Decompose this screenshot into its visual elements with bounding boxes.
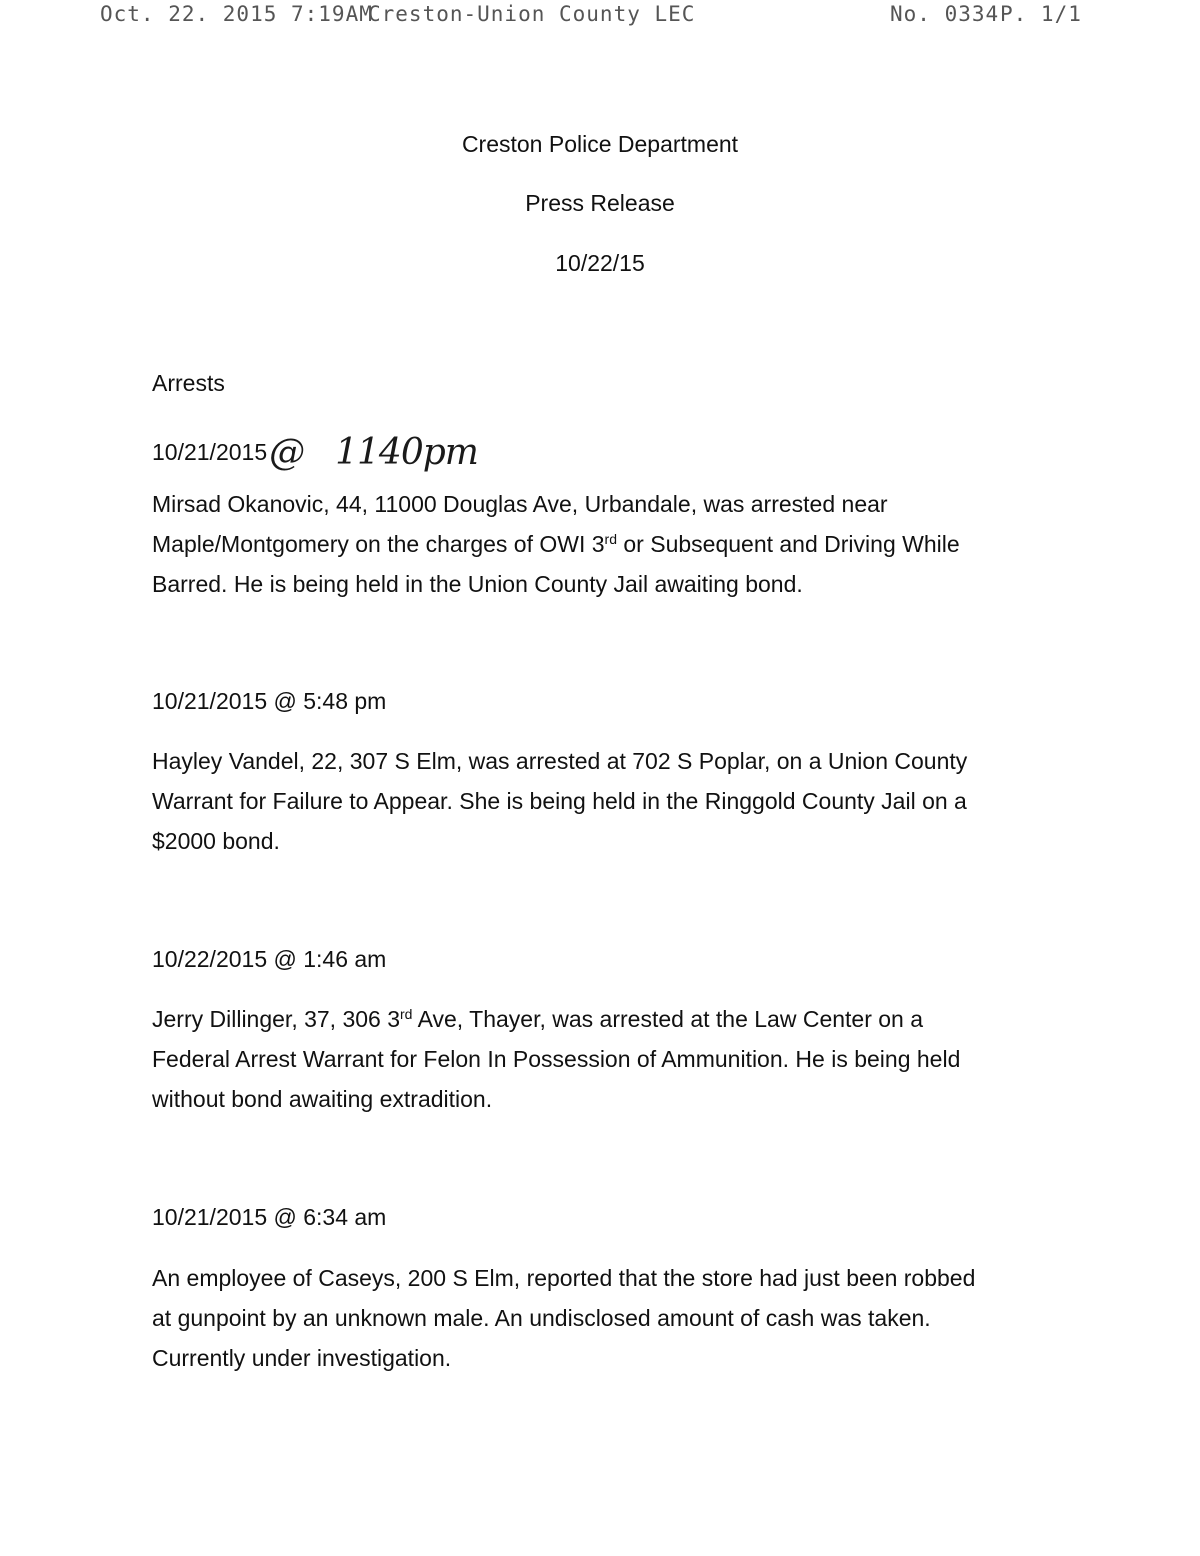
entry-4-line-2: at gunpoint by an unknown male. An undisclosed amount of cash was taken. (152, 1305, 931, 1331)
entry-1-line-3: Barred. He is being held in the Union County Jail awaiting bond. (152, 571, 803, 597)
entry-4-body (152, 1258, 1052, 1378)
entry-4-line-1: An employee of Caseys, 200 S Elm, reported that the store had just been robbed (152, 1265, 976, 1291)
entry-2-line-2: Warrant for Failure to Appear. She is being held in the Ringgold County Jail on a (152, 788, 967, 814)
release-date: 10/22/15 (555, 250, 645, 276)
entry-1-line-1: Mirsad Okanovic, 44, 11000 Douglas Ave, Urbandale, was arrested near (152, 491, 888, 517)
fax-number: No. 0334 (890, 2, 1000, 26)
department-title: Creston Police Department (461, 131, 739, 157)
entry-2-body (152, 741, 1052, 861)
fax-page: P. 1/1 (1000, 2, 1082, 26)
entry-3-line-1: Jerry Dillinger, 37, 306 3rd Ave, Thayer, was arrested at the Law Center on a (152, 1006, 924, 1032)
fax-date-time: Oct. 22. 2015 7:19AM (100, 2, 373, 26)
entry-2-time: 10/21/2015 @ 5:48 pm (152, 688, 387, 714)
fax-sender: Creston-Union County LEC (368, 2, 696, 26)
entry-1-line-2: Maple/Montgomery on the charges of OWI 3rd or Subsequent and Driving While (152, 531, 960, 557)
entry-1-printed-date: 10/21/2015 (152, 439, 268, 465)
entry-3-time: 10/22/2015 @ 1:46 am (152, 946, 387, 972)
entry-4-line-3: Currently under investigation. (152, 1345, 452, 1371)
section-heading-arrests: Arrests (152, 370, 225, 396)
entry-4-time: 10/21/2015 @ 6:34 am (152, 1204, 387, 1230)
fax-header (0, 0, 1200, 40)
entry-1-handwritten-time: 1140pm (335, 432, 478, 473)
entry-1-handwritten-at: @ (269, 432, 306, 473)
entry-2-line-1: Hayley Vandel, 22, 307 S Elm, was arrested at 702 S Poplar, on a Union County (152, 748, 968, 774)
entry-3-line-2: Federal Arrest Warrant for Felon In Possession of Ammunition. He is being held (152, 1046, 961, 1072)
entry-3-body (152, 999, 1052, 1119)
entry-1-body (152, 484, 1052, 604)
entry-2-line-3: $2000 bond. (152, 828, 280, 854)
document-type: Press Release (525, 190, 675, 216)
entry-1-time (152, 428, 478, 473)
entry-3-line-3: without bond awaiting extradition. (152, 1086, 493, 1112)
